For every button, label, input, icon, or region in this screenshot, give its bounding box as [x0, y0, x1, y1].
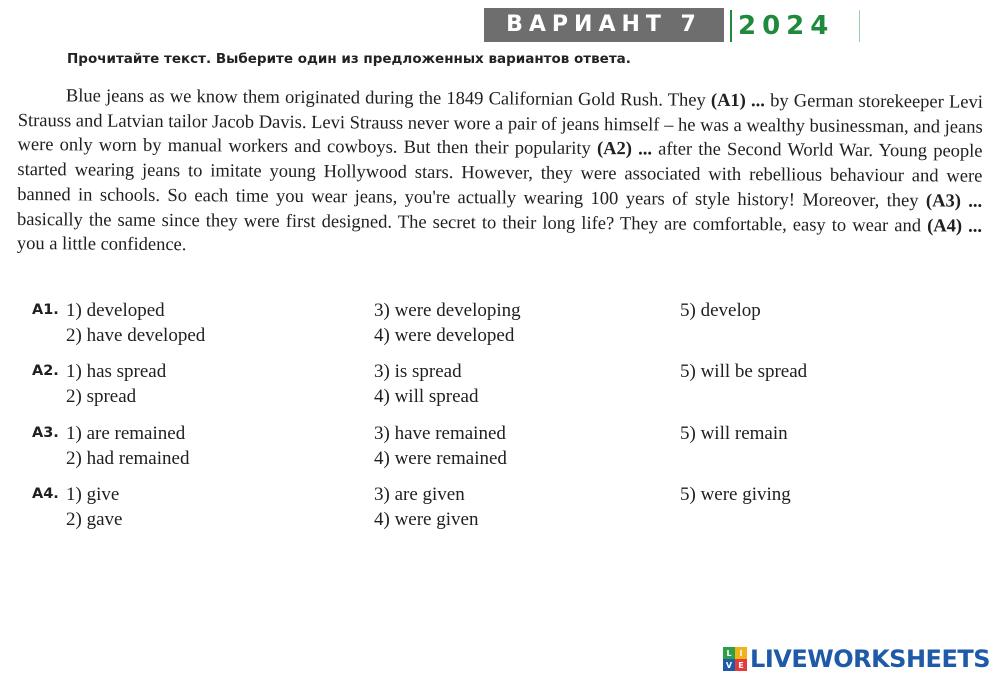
- year-label: 2024: [730, 10, 860, 42]
- liveworksheets-logo-icon: [723, 647, 747, 671]
- logo-letter: L: [723, 647, 735, 659]
- question-a3: [32, 421, 932, 473]
- gap-marker: (A2) ...: [596, 139, 653, 160]
- option-a2-1[interactable]: 1) has spread: [66, 361, 167, 382]
- liveworksheets-watermark: [723, 644, 990, 674]
- question-a2: [32, 359, 932, 411]
- question-a4: [32, 482, 932, 534]
- option-a1-5[interactable]: 5) develop: [680, 300, 761, 321]
- question-label: A3.: [32, 425, 59, 441]
- logo-letter: V: [723, 659, 735, 671]
- question-label: A2.: [32, 363, 59, 379]
- option-a4-5[interactable]: 5) were giving: [680, 484, 791, 505]
- option-a3-4[interactable]: 4) were remained: [374, 448, 507, 469]
- logo-letter: I: [735, 647, 747, 659]
- watermark-text: LIVEWORKSHEETS: [750, 645, 990, 673]
- logo-letter: E: [735, 659, 747, 671]
- option-a3-3[interactable]: 3) have remained: [374, 423, 506, 444]
- option-a3-1[interactable]: 1) are remained: [66, 423, 186, 444]
- instruction-text: Прочитайте текст. Выберите один из предложенных вариантов ответа.: [67, 51, 631, 67]
- question-label: A4.: [32, 486, 59, 502]
- option-a3-2[interactable]: 2) had remained: [66, 448, 190, 469]
- option-a2-5[interactable]: 5) will be spread: [680, 361, 808, 382]
- passage-text: by German storekeeper Levi Strauss and Latvian tailor Jacob Davis. Levi Strauss never wore a pair of jeans himself – he was a wealthy businessman, and jeans were only worn by manual workers and cowboys. But then their popularity: [17, 91, 983, 160]
- passage-text: after the Second World War. Young people started wearing jeans to imitate young Hollywood stars. However, they were associated with rebellious behaviour and were banned in schools. So each time you wear jeans, you're actually wearing 100 years of style history! Moreover, they: [17, 139, 983, 212]
- option-a3-5[interactable]: 5) will remain: [680, 423, 788, 444]
- option-a1-3[interactable]: 3) were developing: [374, 300, 521, 321]
- question-label: A1.: [32, 302, 59, 318]
- passage-text: basically the same since they were first designed. The secret to their long life? They are comfortable, easy to wear and: [16, 209, 928, 236]
- variant-banner: ВАРИАНТ 7: [484, 8, 724, 42]
- passage-text: Blue jeans as we know them originated during the 1849 Californian Gold Rush. They: [65, 86, 712, 111]
- option-a4-3[interactable]: 3) are given: [374, 484, 465, 505]
- option-a4-4[interactable]: 4) were given: [374, 509, 479, 530]
- question-a1: [32, 298, 932, 350]
- passage-text: you a little confidence.: [16, 234, 187, 256]
- option-a2-2[interactable]: 2) spread: [66, 386, 137, 407]
- option-a1-4[interactable]: 4) were developed: [374, 325, 515, 346]
- option-a2-3[interactable]: 3) is spread: [374, 361, 462, 382]
- option-a2-4[interactable]: 4) will spread: [374, 386, 479, 407]
- gap-marker: (A4) ...: [927, 215, 983, 237]
- gap-marker: (A1) ...: [710, 90, 766, 112]
- gap-marker: (A3) ...: [925, 191, 983, 212]
- reading-passage: [17, 84, 983, 264]
- option-a1-1[interactable]: 1) developed: [66, 300, 165, 321]
- option-a4-2[interactable]: 2) gave: [66, 509, 123, 530]
- option-a4-1[interactable]: 1) give: [66, 484, 120, 505]
- option-a1-2[interactable]: 2) have developed: [66, 325, 206, 346]
